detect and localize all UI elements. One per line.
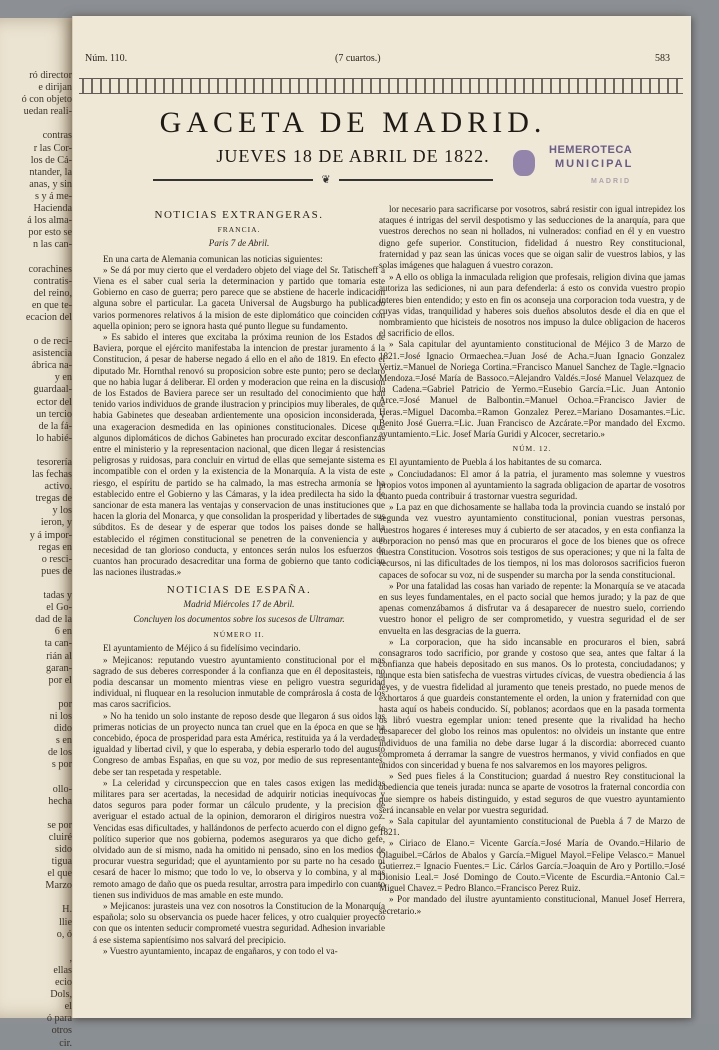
fragment-line bbox=[0, 892, 78, 904]
fragment-line: H. bbox=[62, 904, 72, 916]
stamp-line-2: MUNICIPAL bbox=[555, 158, 634, 170]
fragment-line: o, ó bbox=[56, 928, 72, 940]
fragment-line: activo. bbox=[44, 481, 72, 493]
fragment-line: ró director bbox=[29, 70, 72, 81]
fragment-line bbox=[0, 445, 78, 457]
fragment-line: regas en bbox=[38, 541, 72, 553]
fragment-line: llie bbox=[58, 916, 72, 928]
fragment-line: el bbox=[64, 1001, 72, 1013]
paragraph: » Conciudadanos: El amor á la patria, el juramento mas solemne y vuestros propios votos imponen al ayuntamiento la sagrada obligacion de apartar de vosotros cuanto pueda contribuir á trastornar vuestra seguridad. bbox=[379, 468, 685, 502]
fragment-line: Hacienda bbox=[33, 203, 72, 215]
fragment-line bbox=[0, 578, 78, 590]
paragraph: El ayuntamiento de Puebla á los habitantes de su comarca. bbox=[389, 457, 602, 468]
fragment-line: otros bbox=[51, 1025, 72, 1037]
fragment-line: n las can- bbox=[32, 239, 72, 251]
previous-page-text bbox=[0, 18, 78, 1050]
fragment-line: ellas bbox=[53, 964, 72, 976]
paragraph: » Ciriaco de Elano.= Vicente García.=José María de Ovando.=Hilario de Olaguibel.=Cárlos de Abalos y García.=Miguel Mayol.=Felipe Velasco.= Manuel Gutierrez.= Ignacio Fuentes.= Lic. Cárlos García.=Joaquin de Aro y Portillo.=José Dionisio Leal.= José Domingo de Couto.=Vicente de Escurdia.=Antonio Cal.= Miguel Chavez.= Pedro Blanco.=Francisco Perez Ruiz. bbox=[379, 838, 685, 894]
paragraph: » Por una fatalidad las cosas han variado de repente: la Monarquía se ve atacada en sus leyes fundamentales, en el pacto social que hemos jurado; y la paz de que apenas comenzábamos á disfrutar va á desaparecer de nuestro suelo, corriendo vuestro honor el peligro de ser comprometido, y vuestra seguridad el de ser envuelta en las desgracias de la guerra. bbox=[379, 580, 685, 636]
fragment-line: se por bbox=[47, 819, 72, 831]
stamp-line-3: MADRID bbox=[591, 178, 631, 185]
fragment-line: tregas de bbox=[35, 493, 72, 505]
seal-icon bbox=[513, 150, 535, 176]
masthead-title: GACETA DE MADRID. bbox=[159, 106, 547, 139]
rule-ornament-icon: ❦ bbox=[313, 174, 339, 186]
fragment-line: contratis- bbox=[33, 275, 72, 287]
paragraph: » Sed pues fieles á la Constitucion; guardad á nuestro Rey constitucional la obediencia que teneis jurada: nunca se aparte de vosotros la fraternal concordia con que siempre os habeis distinguido, y estad seguros de que vuestro ayuntamiento será incansable en velar por vuestra seguridad. bbox=[379, 771, 685, 815]
fragment-line: Dols, bbox=[50, 989, 72, 1001]
paragraph: » La corporacion, que ha sido incansable en procuraros el bien, sabrá consagraros todo sacrificio, por grande y costoso que sea, antes que faltar á la confianza que habeis depositado en sus manos. Os lo protesta, conciudadanos; y aunque esta bien satisfecha de vuestras virtudes cívicas, de vuestra obediencia á las leyes, y de vuestra fidelidad al juramento que teneis prestado, no puede menos de exhortaros á que guardeis constantemente el orden, la union y fraternidad con que hasta aquí os habeis conducido. Sí, poblanos; acordaos que en la pasada tormenta os libró vuestra egemplar union: tened presente que la rivalidad ha hecho desaparecer del globo los reinos mas opulentos: no olvideis un instante que entre individuos de una familia no debe darse lugar á la discordia: aborreced cuanto comprometa á derramar la sangre de vuestros hermanos, y vivid confiados en que unidos con sinceridad y buena fe nos salvaremos en los mayores peligros. bbox=[379, 636, 685, 770]
fragment-line: dad de la bbox=[35, 614, 72, 626]
fragment-line bbox=[0, 771, 78, 783]
fragment-line: un tercio bbox=[36, 408, 72, 420]
fragment-line: ecio bbox=[55, 977, 72, 989]
fragment-line: por esto se bbox=[28, 227, 72, 239]
fragment-line: lo habié- bbox=[36, 432, 72, 444]
fragment-line: hecha bbox=[48, 795, 72, 807]
fragment-line bbox=[0, 941, 78, 953]
fragment-line: pues de bbox=[41, 565, 72, 577]
fragment-line: cluiré bbox=[48, 831, 72, 843]
paragraph: En una carta de Alemania comunican las noticias siguientes: bbox=[103, 253, 323, 264]
fragment-line: ni los bbox=[49, 710, 72, 722]
fragment-line: ta can- bbox=[44, 638, 72, 650]
fragment-line: ollo- bbox=[52, 783, 72, 795]
fragment-line: de los bbox=[47, 747, 72, 759]
paragraph: » Vuestro ayuntamiento, incapaz de engañaros, y con todo el va- bbox=[103, 945, 338, 956]
stamp-line-1: HEMEROTECA bbox=[549, 144, 633, 156]
fragment-line: el que bbox=[47, 868, 72, 880]
fragment-line: o resci- bbox=[41, 553, 72, 565]
ornamental-border bbox=[79, 78, 683, 94]
paragraph: » La paz en que dichosamente se hallaba toda la provincia cuando se instaló por segunda vez vuestro ayuntamiento constitucional, ponian vuestras personas, vuestros hogares é intereses muy á cubierto de ser atacados, y en esta confianza la corporacion no pensó mas que en procuraros el goce de los bienes que os ofrece nuestra Constitucion. Vosotros sois testigos de sus operaciones; y que ni la falta de recursos, ni las dificultades de los tiempos, ni los mas dolorosos sacrificios fueron capaces de sofocar su voz, ni de suspender su marcha por la senda constitucional. bbox=[379, 502, 685, 580]
fragment-line: , bbox=[69, 952, 72, 964]
document-number: NÚM. 12. bbox=[512, 444, 552, 454]
paragraph: » Se dá por muy cierto que el verdadero objeto del viage del Sr. Tatischeff á Viena es el saber cual seria la determinacion y partido que tomaria este Gobierno en caso de guerra; pero parece que se abstiene de hacerle indicacion alguna sobre el particular. La gaceta Universal de Augsburgo ha publicado varios pormenores relativos á la mision de este diplomático que coinciden con aquella opinion; pero se ignora hasta qué punto llegue su fundamento. bbox=[93, 264, 385, 331]
fragment-line: tigua bbox=[51, 856, 72, 868]
paragraph: lor necesario para sacrificarse por vosotros, sabrá resistir con igual intrepidez los ataques é intrigas del servil despotismo y las seducciones de la anarquía, para que vuestros derechos no sean ni hollados, ni vulnerados: confiad en él y en vuestro digno gefe superior. Constitucion, fidelidad á nuestro Rey constitucional, fraternidad y paz sean las únicas voces que se oigan salir de vuestros labios, y las solas imágenes que halaguen á vuestro corazon. bbox=[379, 204, 685, 271]
paragraph: » Sala capitular del ayuntamiento constitucional de Puebla á 7 de Marzo de 1821. bbox=[379, 815, 685, 838]
subheading: Paris 7 de Abril. bbox=[208, 238, 270, 249]
fragment-line: ó con objeto bbox=[21, 94, 72, 106]
fragment-line: ó para bbox=[46, 1013, 72, 1025]
paragraph: » A ello os obliga la inmaculada religion que profesais, religion divina que jamas autoriza las sediciones, ni aun para defenderla: á esto os convida vuestro propio interes bien entendido; y esto en fin os aconseja una corporacion toda vuestra, y de cuyas vidas, tranquilidad y haberes sois dueños absolutos desde el dia en que el nombramiento que hicisteis de nosotros nos impuso la dulce obligacion de haceros el sacrificio de ellos. bbox=[379, 272, 685, 339]
fragment-line: s y á me- bbox=[34, 190, 72, 202]
fragment-line: corachines bbox=[28, 263, 72, 275]
paragraph: » La celeridad y circunspeccion que en tales casos exigen las medidas militares para ser acertadas, la necesidad de adquirir noticias inequívocas y datos seguros para poder formar un cálculo prudente, y la precision de averiguar el estado actual de la opinion, demoraron el dirigiros nuestra voz. Vencidas esas dificultades, y hallándonos de perfecto acuerdo con el digno gefe político superior que nos gobierna, podemos aseguraros ya que dicho gefe, olvidado aun de sí mismo, nada ha omitido ni pensado, sino en los medios de procurar vuestra seguridad; que el ayuntamiento por su parte no ha cesado ni cesará de hacer lo mismo; que todo lo ve, lo observa y lo combina, y al mas remoto amago de daño que os pueda resultar, arrostra para impedirlo con cuanto tienen sus individuos de mas amable en este mundo. bbox=[93, 777, 385, 900]
paragraph: » Mejicanos: reputando vuestro ayuntamiento constitucional por el mas sagrado de sus deberes corresponder á la confianza que en él depositasteis, no podia descansar un momento mientras viese en peligro vuestra seguridad individual, ni fluquear en la resolucion inmutable de comprárosla á costa de los mas caros sacrificios. bbox=[93, 654, 385, 710]
fragment-line: ecacion del bbox=[25, 311, 72, 323]
fragment-line: ector del bbox=[36, 396, 72, 408]
fragment-line: Marzo bbox=[45, 880, 72, 892]
left-column bbox=[93, 204, 385, 957]
library-stamp bbox=[513, 144, 683, 202]
fragment-line: dido bbox=[53, 723, 72, 735]
fragment-line: en que te- bbox=[31, 299, 72, 311]
section-heading: NOTICIAS DE ESPAÑA. bbox=[166, 583, 312, 596]
fragment-line: por bbox=[58, 698, 72, 710]
fragment-line: s en bbox=[55, 735, 72, 747]
fragment-line: y en bbox=[54, 372, 72, 384]
previous-page-edge bbox=[0, 18, 80, 1049]
fragment-line: e dirijan bbox=[38, 82, 72, 94]
document-number: NÚMERO II. bbox=[213, 630, 265, 640]
fragment-line: el Go- bbox=[46, 602, 72, 614]
fragment-line: las fechas bbox=[32, 469, 72, 481]
newspaper-page bbox=[72, 16, 691, 1018]
fragment-line: ntander, la bbox=[29, 166, 72, 178]
fragment-line: y los bbox=[52, 505, 72, 517]
paragraph: El ayuntamiento de Méjico á su fidelísimo vecindario. bbox=[103, 643, 301, 654]
paragraph: » Mejicanos: jurasteis una vez con nosotros la Constitucion de la Monarquía española; solo su observancia os puede hacer felices, y otro cualquier proyecto con que os intenten seducir comprometé vuestra seguridad. Adhesion invariable á ese sistema sapientísimo nos salvará del precipicio. bbox=[93, 900, 385, 945]
fragment-line: guardaal- bbox=[33, 384, 72, 396]
paragraph: » Por mandado del ilustre ayuntamiento constitucional, Manuel Josef Herrera, secretario.» bbox=[379, 894, 685, 916]
fragment-line: ábrica na- bbox=[31, 360, 72, 372]
page-number: 583 bbox=[655, 53, 670, 64]
paragraph: » No ha tenido un solo instante de reposo desde que llegaron á sus oidos las primeras noticias de un proyecto nunca tan cruel que en la época en que se ha concebido, época de prosperidad para esta América, restituida ya á la verdadera igualdad y libertad civil, y que lo esperaba, y debia esperarlo todo del augusto Congreso de ambas Españas, en que su voz, por medio de sus representantes, debe ser tan respetada y respetable. bbox=[93, 710, 385, 777]
fragment-line bbox=[0, 808, 78, 820]
fragment-line: á los alma- bbox=[27, 215, 72, 227]
subheading: FRANCIA. bbox=[217, 225, 261, 235]
subheading: Madrid Miércoles 17 de Abril. bbox=[183, 598, 295, 609]
fragment-line: tadas y bbox=[43, 590, 72, 602]
fragment-line: de la fá- bbox=[38, 420, 72, 432]
fragment-line: del reino, bbox=[33, 287, 72, 299]
issue-number: Núm. 110. bbox=[85, 53, 128, 64]
fragment-line: o de reci- bbox=[33, 336, 72, 348]
fragment-line: asistencia bbox=[32, 348, 72, 360]
paragraph: » Es sabido el interes que excitaba la próxima reunion de los Estados de Baviera, porque el ejército manifestaba la intencion de prestar juramento á la Constitucion, á pesar de haberse negado á ello en el año de 1819. En efecto el diputado Mr. Hornthal renovó su proposicion sobre este punto; pero se declaró que no habia lugar á deliberar. El orden y moderacion que reina en la discusion de los Estados de Baviera parece ser un resultado del conocimiento que han tenido varios individuos de grande ilustracion y principios muy liberales, de que habia Gabinetes que deseaban ardientemente una oposicion inconsiderada, y una exageracion desmedida en las opiniones constitucionales. Dicese que algunos diplomáticos de dichos Gabinetes han procurado excitar desconfianzas entre el ministerio y la representacion nacional, que dicen llegar á resistencias peligrosas y ruidosas, para concluir en virtud de ellas que semejante sistema es incompatible con el orden y la existencia de la Monarquía. A la vista de este riesgo, el espíritu de partido se ha calmado, la mas estrecha armonía se ha establecido entre el Gobierno y las Cámaras, y la idea predilecta ha sido la de sancionar de esta manera las ventajas y conservacion de unas instituciones que hacen la gloria del Monarca, y que consolidan la prosperidad y libertades de sus súbditos. Es de desear y de esperar que todos los paises donde se halla establecido el régimen constitucional se penetren de la conveniencia y aun necesidad de tan glorioso conducta, y entonces serán nulos los esfuerzos de cuantos han procurado desacreditar una forma de gobierno que tanto codician las naciones ilustradas.» bbox=[93, 332, 385, 578]
subheading: Concluyen los documentos sobre los sucesos de Ultramar. bbox=[133, 613, 345, 624]
fragment-line bbox=[0, 687, 78, 699]
fragment-line bbox=[0, 251, 78, 263]
fragment-line bbox=[0, 324, 78, 336]
dateline: JUEVES 18 DE ABRIL DE 1822. bbox=[216, 146, 490, 166]
fragment-line: por el bbox=[48, 674, 72, 686]
price: (7 cuartos.) bbox=[335, 53, 381, 64]
fragment-line: contras bbox=[42, 130, 72, 142]
right-column bbox=[379, 204, 685, 917]
fragment-line: r las Cor- bbox=[33, 142, 72, 154]
fragment-line: los de Cá- bbox=[30, 154, 72, 166]
fragment-line: garan- bbox=[45, 662, 72, 674]
fragment-line: ieron, y bbox=[40, 517, 72, 529]
fragment-line: s por bbox=[51, 759, 72, 771]
fragment-line: rián al bbox=[46, 650, 72, 662]
paragraph: » Sala capitular del ayuntamiento constitucional de Méjico 3 de Marzo de 1821.=José Ignacio Ormaechea.=Juan José de Acha.=Juan Ignacio Gonzalez Vertiz.=Manuel de Noriega Cortina.=Francisco Manuel Sanchez de Tagle.=Ignacio Mendoza.=José María de Bassoco.=Alejandro Valdés.=José Manuel Velazquez de la Cadena.=Gabriel Patricio de Yermo.=Eusebio García.=Lic. Juan Antonio Arce.=José Manuel de Balbontin.=Manuel Ochoa.=Francisco Javier de Heras.=Miguel Dacomba.=Ramon Gonzalez Perez.=Mariano Dosamantes.=Lic. Benito José Guerra.=Lic. Juan Francisco de Azcárate.=Por mandado del Excmo. ayuntamiento.=Lic. Josef María Guridi y Alcocer, secretario.» bbox=[379, 339, 685, 440]
fragment-line: tesorería bbox=[36, 457, 72, 468]
fragment-line: uedan reali- bbox=[23, 106, 72, 118]
fragment-line: anas, y sin bbox=[29, 178, 72, 190]
section-heading: NOTICIAS EXTRANGERAS. bbox=[154, 209, 324, 221]
fragment-line: y á impor- bbox=[29, 529, 72, 541]
fragment-line: 6 en bbox=[54, 626, 72, 638]
fragment-line bbox=[0, 118, 78, 130]
fragment-line: cir. bbox=[59, 1037, 72, 1049]
fragment-line: sido bbox=[55, 844, 72, 855]
